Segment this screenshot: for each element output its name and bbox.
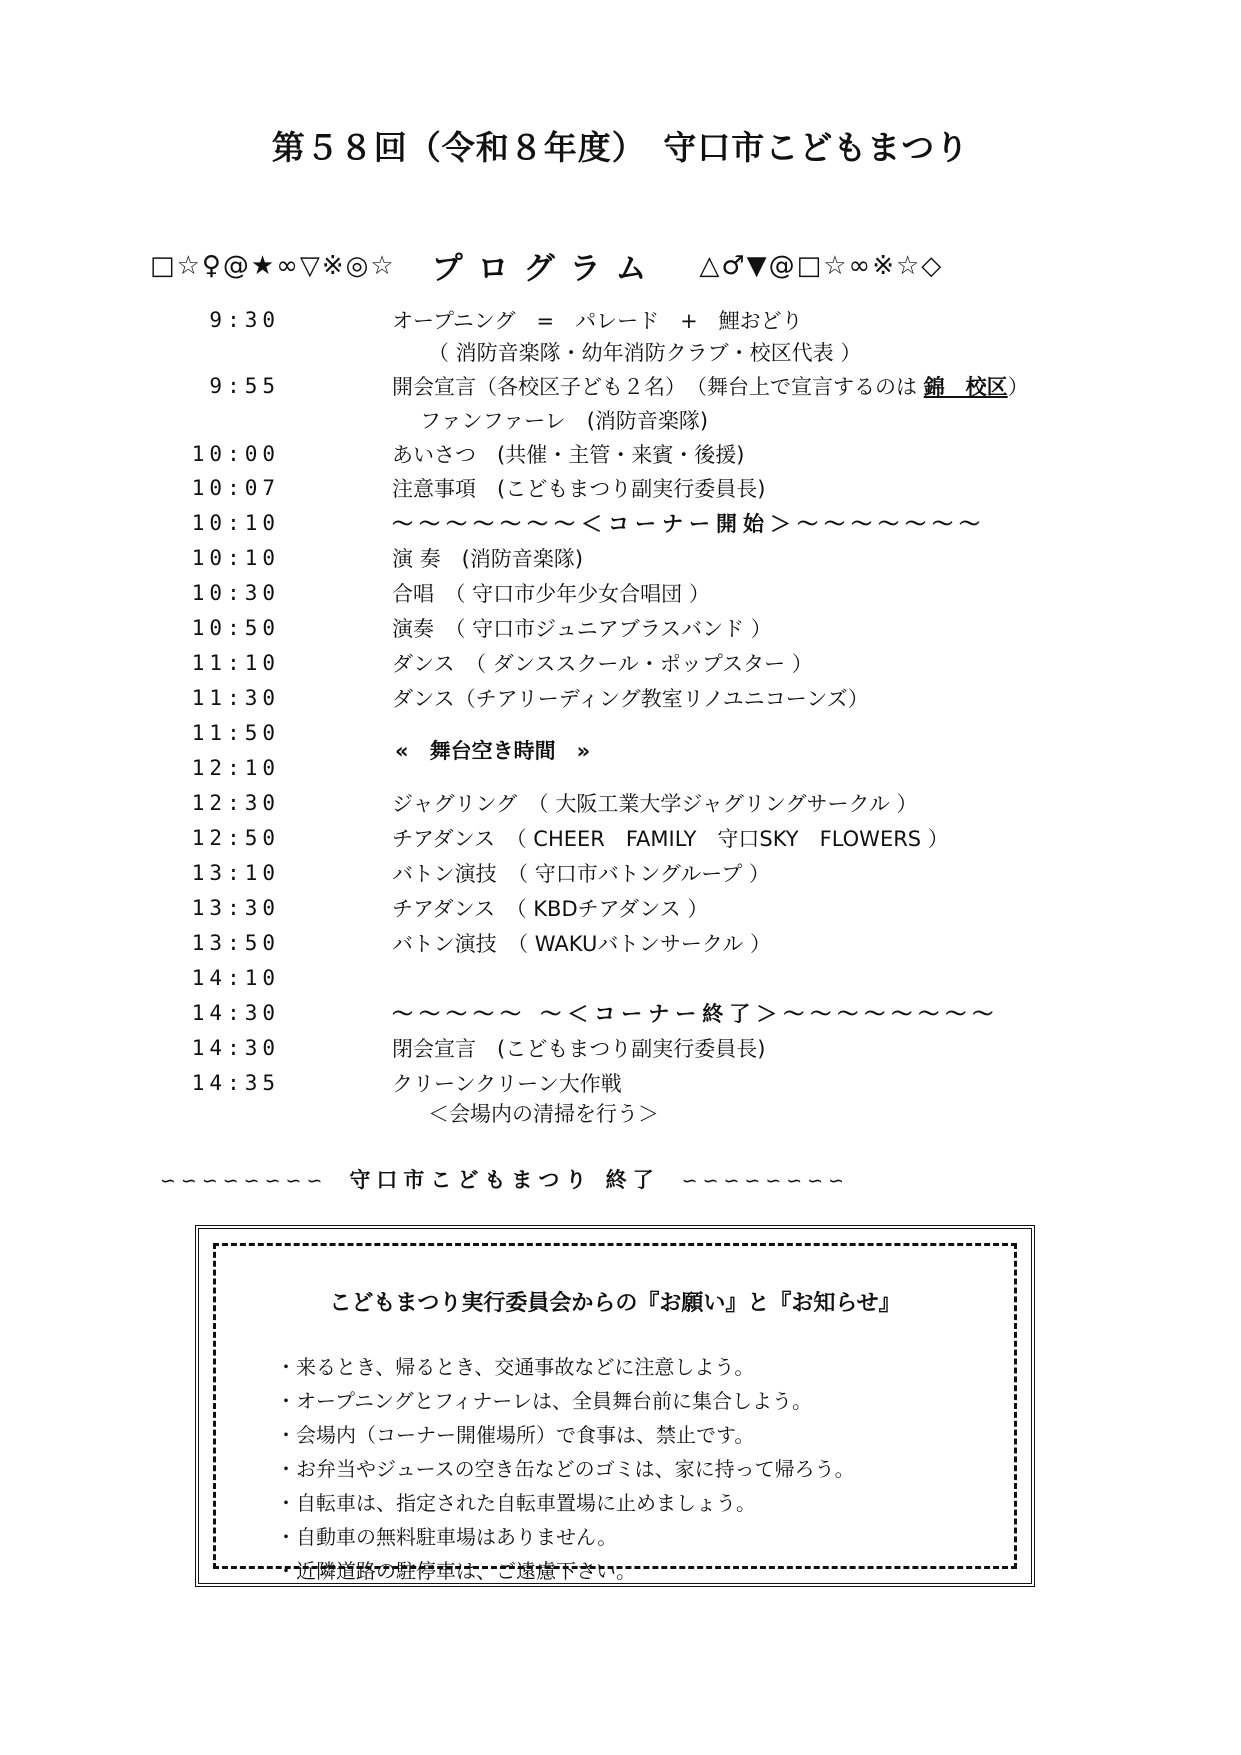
bullet-icon: ・ (276, 1389, 296, 1413)
schedule-event-detail: ＜会場内の清掃を行う＞ (428, 1102, 659, 1126)
schedule-event: ダンス （ ダンススクール・ポップスター ） (392, 652, 813, 676)
schedule-time: 10:30 (191, 581, 280, 605)
schedule-event: クリーンクリーン大作戦 (392, 1072, 622, 1096)
schedule-time: 11:10 (191, 651, 280, 675)
schedule-event: ジャグリング （ 大阪工業大学ジャグリングサークル ） (392, 792, 918, 816)
page-title: 第５８回（令和８年度） 守口市こどもまつり (271, 128, 970, 167)
schedule-time: 10:10 (191, 511, 280, 535)
opening-declaration-text: 開会宣言（各校区子ども２名） （舞台上で宣言するのは (392, 375, 924, 399)
bullet-icon: ・ (276, 1491, 296, 1515)
schedule-time: 12:10 (191, 756, 280, 780)
notice-box (195, 1225, 1035, 1587)
notice-item-text: 自転車は、指定された自転車置場に止めましょう。 (296, 1491, 756, 1515)
bullet-icon: ・ (276, 1525, 296, 1549)
notice-item (276, 1486, 855, 1520)
program-header (150, 243, 1110, 288)
schedule-time: 13:10 (191, 861, 280, 885)
stage-break-label: « 舞台空き時間 » (395, 739, 591, 763)
schedule-time: 14:35 (191, 1071, 280, 1095)
decorative-symbols-right: ∽∽∽∽∽∽∽∽ (681, 1170, 850, 1192)
notice-item (276, 1452, 855, 1486)
notice-item-text: 近隣道路の駐停車は、ご遠慮下さい。 (296, 1559, 636, 1583)
bullet-icon: ・ (276, 1559, 296, 1583)
notice-list (276, 1350, 855, 1588)
schedule-event-detail: （ 消防音楽隊・幼年消防クラブ・校区代表 ） (428, 341, 862, 365)
bullet-icon: ・ (276, 1423, 296, 1447)
decorative-symbols-left: □☆♀@★∞▽※◎☆ (150, 250, 396, 281)
notice-item-text: 来るとき、帰るとき、交通事故などに注意しよう。 (296, 1355, 755, 1379)
notice-box-dashed-border (213, 1243, 1017, 1583)
schedule-event: 合唱 （ 守口市少年少女合唱団 ） (392, 582, 710, 606)
notice-item (276, 1384, 855, 1418)
schedule-event (392, 371, 1029, 401)
decorative-symbols-right: △♂▼@□☆∞※☆◇ (699, 250, 944, 281)
notice-item-text: お弁当やジュースの空き缶などのゴミは、家に持って帰ろう。 (296, 1457, 855, 1481)
festival-end-text: 守口市こどもまつり 終了 (349, 1168, 660, 1192)
notice-item (276, 1418, 855, 1452)
schedule-event-detail: ファンファーレ (消防音楽隊) (420, 409, 709, 433)
decorative-symbols-left: ∽∽∽∽∽∽∽∽ (160, 1170, 328, 1192)
schedule-time: 14:10 (191, 966, 280, 990)
notice-item (276, 1554, 855, 1588)
schedule-event: あいさつ (共催・主管・来賓・後援) (392, 443, 745, 467)
schedule-event: 演 奏 (消防音楽隊) (392, 547, 584, 571)
notice-item-text: 会場内（コーナー開催場所）で食事は、禁止です。 (296, 1423, 755, 1447)
notice-item-text: オープニングとフィナーレは、全員舞台前に集合しよう。 (296, 1389, 812, 1413)
schedule-event: バトン演技 （ 守口市バトングループ ） (392, 862, 770, 886)
schedule-event: バトン演技 （ WAKUバトンサークル ） (392, 932, 771, 956)
corner-start-divider: ～～～～～～～＜コーナー開始＞～～～～～～～ (392, 512, 986, 536)
schedule-time: 10:07 (191, 476, 280, 500)
schedule-time: 9:55 (209, 374, 280, 398)
notice-title: こどもまつり実行委員会からの『お願い』と『お知らせ』 (329, 1291, 901, 1316)
closing-paren: ） (1007, 375, 1029, 399)
festival-end-banner (160, 1164, 1040, 1194)
notice-item (276, 1350, 855, 1384)
schedule-time: 14:30 (191, 1036, 280, 1060)
schedule-event: オープニング = パレード + 鯉おどり (392, 309, 803, 333)
notice-item (276, 1520, 855, 1554)
schedule-time: 11:30 (191, 686, 280, 710)
schedule-time: 12:30 (191, 791, 280, 815)
bullet-icon: ・ (276, 1355, 296, 1379)
schedule-event: 注意事項 (こどもまつり副実行委員長) (392, 477, 766, 501)
schedule-time: 10:10 (191, 546, 280, 570)
notice-item-text: 自動車の無料駐車場はありません。 (296, 1525, 618, 1549)
schedule-event: チアダンス （ CHEER FAMILY 守口SKY FLOWERS ） (392, 827, 949, 851)
program-label: プログラム (431, 251, 662, 287)
schedule-time: 12:50 (191, 826, 280, 850)
declaring-school-district: 錦 校区 (923, 375, 1008, 399)
corner-end-divider: ～～～～～ ～＜コーナー終了＞～～～～～～～～ (392, 1002, 1000, 1026)
schedule-event: ダンス（チアリーディング教室リノユニコーンズ） (392, 687, 869, 711)
schedule-time: 13:30 (191, 896, 280, 920)
schedule-time: 13:50 (191, 931, 280, 955)
schedule-time: 11:50 (191, 721, 280, 745)
schedule-time: 9:30 (209, 308, 280, 332)
schedule-time: 14:30 (191, 1001, 280, 1025)
schedule-event: 演奏 （ 守口市ジュニアブラスバンド ） (392, 617, 772, 641)
bullet-icon: ・ (276, 1457, 296, 1481)
schedule-time: 10:00 (191, 442, 280, 466)
schedule-event: チアダンス （ KBDチアダンス ） (392, 897, 709, 921)
schedule-event: 閉会宣言 (こどもまつり副実行委員長) (392, 1037, 766, 1061)
schedule-time: 10:50 (191, 616, 280, 640)
